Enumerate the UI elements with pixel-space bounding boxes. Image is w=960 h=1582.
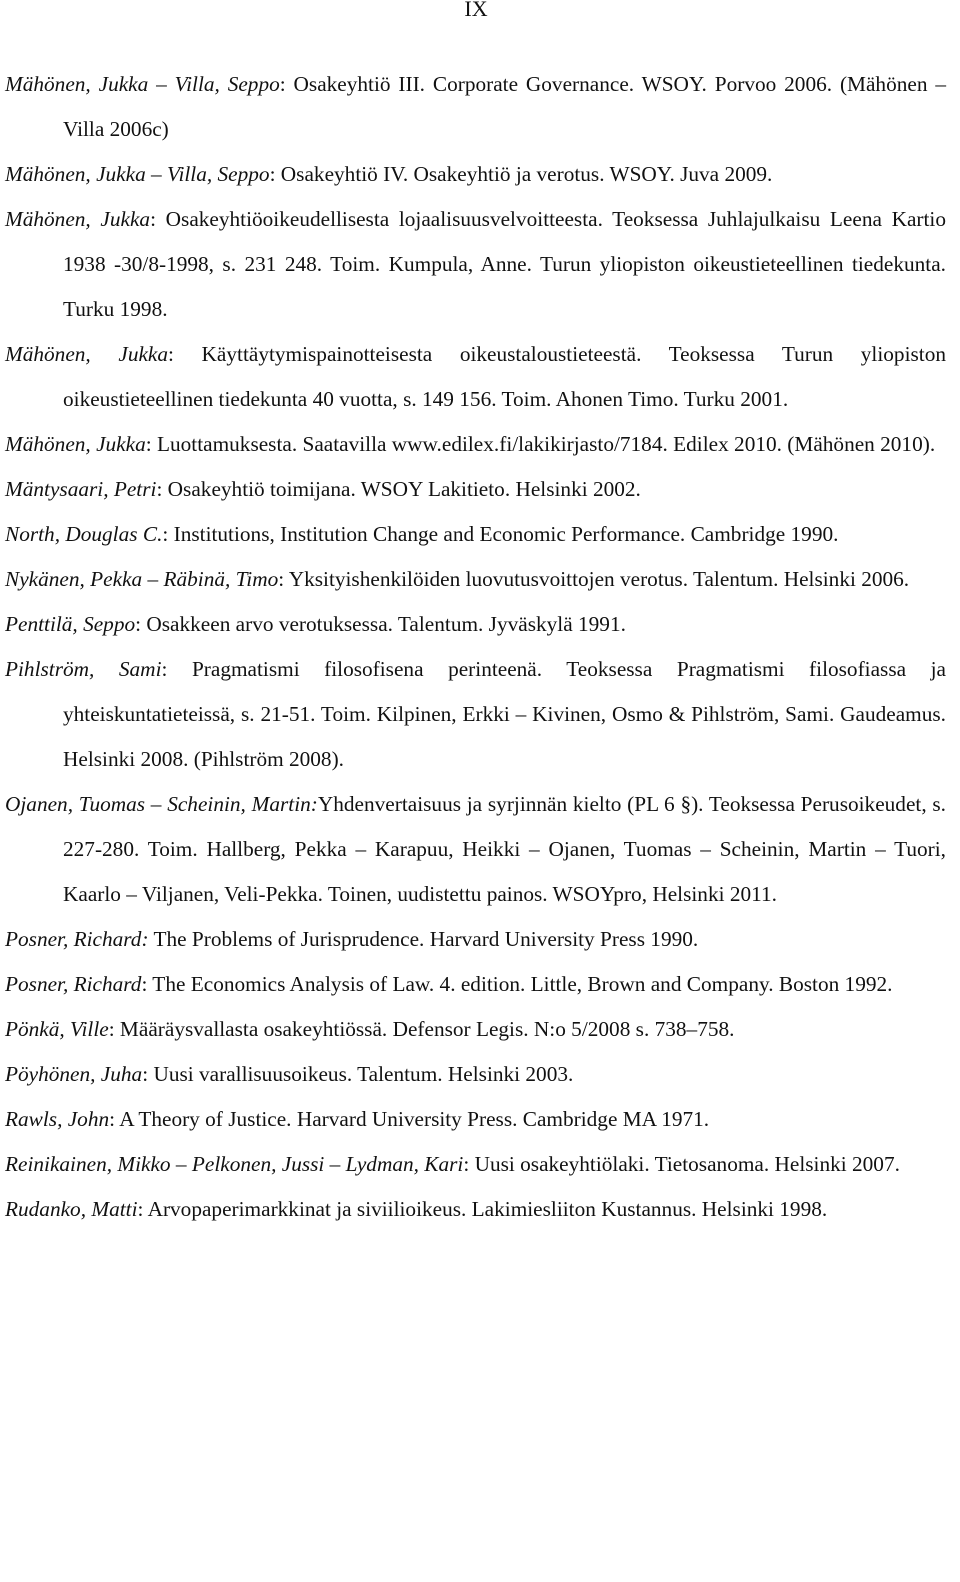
reference-entry — [5, 467, 946, 512]
reference-authors: Mähönen, Jukka – Villa, Seppo — [5, 72, 280, 96]
reference-authors: Posner, Richard — [5, 972, 142, 996]
reference-authors: Rawls, John — [5, 1107, 110, 1131]
reference-text: : Osakeyhtiöoikeudellisesta lojaalisuusvelvoitteesta. Teoksessa Juhlajulkaisu Leena Kartio 1938 -30/8-1998, s. 231 248. Toim. Kumpula, Anne. Turun yliopiston oikeustieteellinen tiedekunta. Turku 1998. — [63, 207, 946, 321]
reference-authors: Pöyhönen, Juha — [5, 1062, 143, 1086]
reference-entry — [5, 962, 946, 1007]
reference-entry — [5, 422, 946, 467]
reference-authors: Mähönen, Jukka — [5, 432, 146, 456]
reference-text: : Uusi osakeyhtiölaki. Tietosanoma. Helsinki 2007. — [463, 1152, 900, 1176]
reference-text: : Arvopaperimarkkinat ja siviilioikeus. Lakimiesliiton Kustannus. Helsinki 1998. — [137, 1197, 828, 1221]
reference-text: : Osakeyhtiö III. Corporate Governance. WSOY. Porvoo 2006. (Mähönen – Villa 2006c) — [63, 72, 946, 141]
reference-authors: Posner, Richard: — [5, 927, 149, 951]
reference-entry — [5, 332, 946, 422]
reference-entry — [5, 62, 946, 152]
reference-text: : Uusi varallisuusoikeus. Talentum. Helsinki 2003. — [142, 1062, 574, 1086]
reference-authors: Penttilä, Seppo — [5, 612, 136, 636]
reference-entry — [5, 1052, 946, 1097]
reference-entry — [5, 1187, 946, 1232]
reference-text: : Institutions, Institution Change and Economic Performance. Cambridge 1990. — [162, 522, 839, 546]
reference-entry — [5, 602, 946, 647]
reference-entry — [5, 1097, 946, 1142]
reference-text: : The Economics Analysis of Law. 4. edition. Little, Brown and Company. Boston 1992. — [141, 972, 893, 996]
reference-authors: North, Douglas C. — [5, 522, 163, 546]
reference-authors: Mähönen, Jukka — [5, 207, 151, 231]
reference-entry — [5, 782, 946, 917]
reference-text: : Yksityishenkilöiden luovutusvoittojen verotus. Talentum. Helsinki 2006. — [278, 567, 910, 591]
reference-text: : Osakeyhtiö IV. Osakeyhtiö ja verotus. WSOY. Juva 2009. — [269, 162, 773, 186]
reference-authors: Pihlström, Sami — [5, 657, 162, 681]
reference-authors: Reinikainen, Mikko – Pelkonen, Jussi – Lydman, Kari — [5, 1152, 464, 1176]
reference-entry — [5, 917, 946, 962]
reference-authors: Pönkä, Ville — [5, 1017, 109, 1041]
reference-text: The Problems of Jurisprudence. Harvard University Press 1990. — [148, 927, 699, 951]
reference-text: Yhdenvertaisuus ja syrjinnän kielto (PL 6 §). Teoksessa Perusoikeudet, s. 227-280. Toim. Hallberg, Pekka – Karapuu, Heikki – Ojanen, Tuomas – Scheinin, Martin – Tuori, Kaarlo – Viljanen, Veli-Pekka. Toinen, uudistettu painos. WSOYpro, Helsinki 2011. — [63, 792, 947, 906]
reference-entry — [5, 1142, 946, 1187]
reference-entry — [5, 197, 946, 332]
reference-authors: Ojanen, Tuomas – Scheinin, Martin: — [5, 792, 318, 816]
reference-entry — [5, 152, 946, 197]
reference-list — [5, 62, 946, 1232]
reference-entry — [5, 557, 946, 602]
reference-entry — [5, 1007, 946, 1052]
reference-authors: Mähönen, Jukka — [5, 342, 169, 366]
reference-text: : Määräysvallasta osakeyhtiössä. Defensor Legis. N:o 5/2008 s. 738–758. — [108, 1017, 735, 1041]
reference-authors: Rudanko, Matti — [5, 1197, 138, 1221]
reference-text: : Osakeyhtiö toimijana. WSOY Lakitieto. Helsinki 2002. — [156, 477, 641, 501]
reference-text: : A Theory of Justice. Harvard University Press. Cambridge MA 1971. — [109, 1107, 710, 1131]
reference-authors: Mähönen, Jukka – Villa, Seppo — [5, 162, 270, 186]
page-number: IX — [464, 0, 488, 21]
reference-text: : Käyttäytymispainotteisesta oikeustaloustieteestä. Teoksessa Turun yliopiston oikeustieteellinen tiedekunta 40 vuotta, s. 149 156. Toim. Ahonen Timo. Turku 2001. — [63, 342, 946, 411]
reference-text: : Luottamuksesta. Saatavilla www.edilex.fi/lakikirjasto/7184. Edilex 2010. (Mähönen 2010). — [145, 432, 936, 456]
reference-authors: Nykänen, Pekka – Räbinä, Timo — [5, 567, 279, 591]
reference-entry — [5, 647, 946, 782]
reference-authors: Mäntysaari, Petri — [5, 477, 157, 501]
reference-text: : Pragmatismi filosofisena perinteenä. Teoksessa Pragmatismi filosofiassa ja yhteiskuntatieteissä, s. 21-51. Toim. Kilpinen, Erkki – Kivinen, Osmo & Pihlström, Sami. Gaudeamus. Helsinki 2008. (Pihlström 2008). — [63, 657, 946, 771]
reference-entry — [5, 512, 946, 557]
reference-text: : Osakkeen arvo verotuksessa. Talentum. Jyväskylä 1991. — [135, 612, 626, 636]
